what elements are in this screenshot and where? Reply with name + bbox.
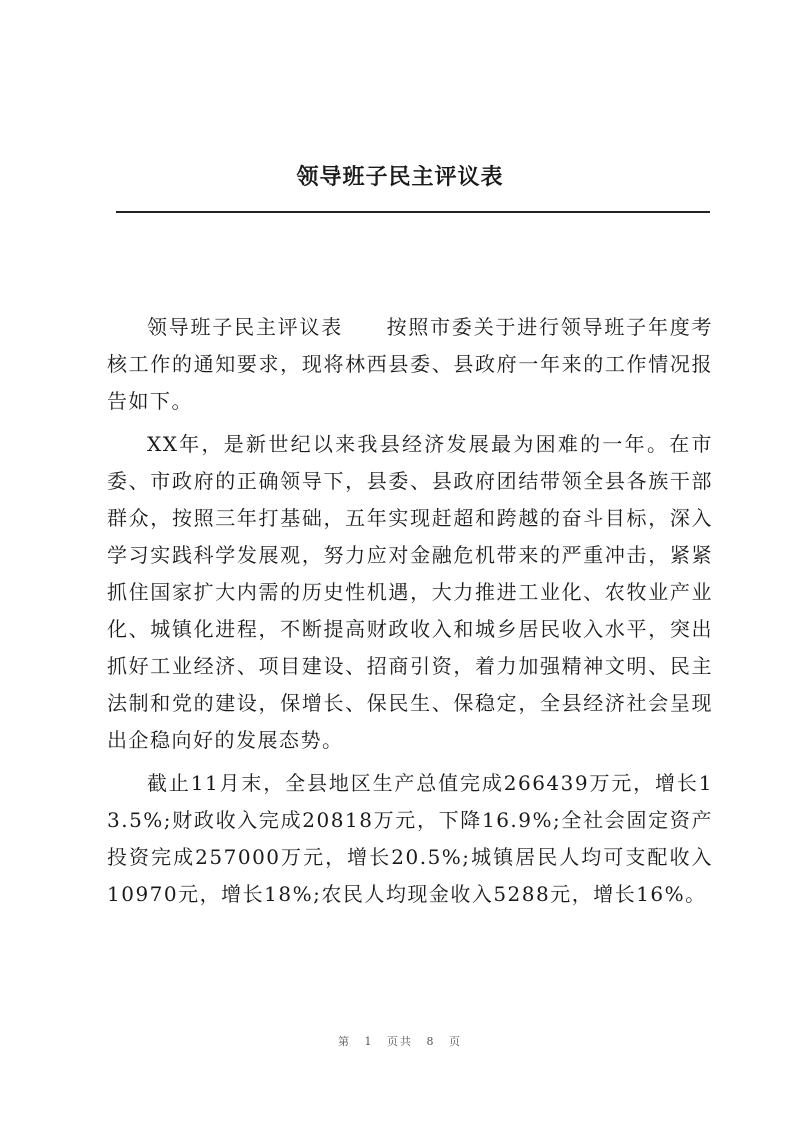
footer-middle: 页共 [387, 1035, 413, 1048]
paragraph-overview: XX年，是新世纪以来我县经济发展最为困难的一年。在市委、市政府的正确领导下，县委、县政府团结带领全县各族干部群众，按照三年打基础，五年实现赶超和跨越的奋斗目标，深入学习实践科学发展观，努力应对金融危机带来的严重冲击，紧紧抓住国家扩大内需的历史性机遇，大力推进工业化、农牧业产业化、城镇化进程，不断提高财政收入和城乡居民收入水平，突出抓好工业经济、项目建设、招商引资，着力加强精神文明、民主法制和党的建设，保增长、保民生、保稳定，全县经济社会呈现出企稳向好的发展态势。 [107, 432, 713, 752]
footer-suffix: 页 [449, 1035, 462, 1048]
footer-current-page: 1 [364, 1035, 374, 1048]
paragraph-statistics: 截止11月末，全县地区生产总值完成266439万元，增长13.5%;财政收入完成20818万元，下降16.9%;全社会固定资产投资完成257000万元，增长20.5%;城镇居民人均可支配收入10970元，增长18%;农民人均现金收入5288元，增长16%。 [107, 771, 713, 906]
footer-prefix: 第 [338, 1035, 351, 1048]
footer-total-pages: 8 [426, 1035, 436, 1048]
page-footer [0, 1033, 800, 1049]
document-title: 领导班子民主评议表 [296, 165, 504, 190]
document-body [107, 309, 713, 919]
title-underline [116, 211, 710, 213]
paragraph-intro: 领导班子民主评议表 按照市委关于进行领导班子年度考核工作的通知要求，现将林西县委、县政府一年来的工作情况报告如下。 [107, 315, 713, 413]
